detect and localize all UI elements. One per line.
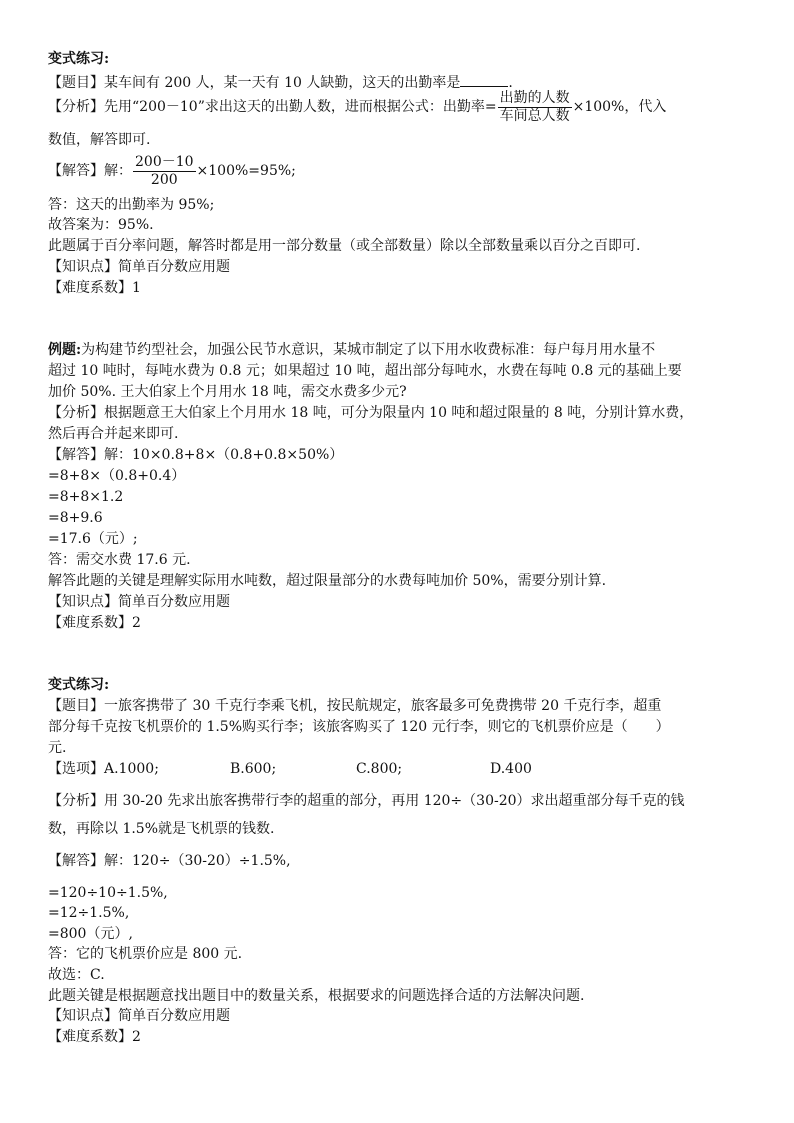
example-question-line [48,341,655,359]
analysis-line [48,89,666,125]
question-text: 部分每千克按飞机票价的 1.5%购买行李；该旅客购买了 120 元行李，则它的飞机票价应是（ [48,719,628,735]
difficulty: 【难度系数】2 [48,1029,141,1045]
question-line [48,718,670,736]
example-question-text: 为构建节约型社会，加强公民节水意识，某城市制定了以下用水收费标准：每户每月用水量不 [81,342,656,358]
final-answer-line: 故选：C. [48,967,105,983]
example-question-line: 超过 10 吨时，每吨水费为 0.8 元；如果超过 10 吨，超出部分每吨水，水费在每吨 0.8 元的基础上要 [48,363,682,379]
option-c: C.800; [356,761,403,777]
knowledge-point: 【知识点】简单百分数应用题 [48,594,230,610]
question-line: 元. [48,740,67,756]
solution-line: 【解答】解：120÷（30-20）÷1.5%, [48,853,291,869]
example-question-line: 加价 50%. 王大伯家上个月用水 18 吨，需交水费多少元? [48,384,407,400]
option-b: B.600; [230,761,277,777]
question-text: 【题目】某车间有 200 人，某一天有 10 人缺勤，这天的出勤率是 [48,75,461,91]
example-answer-line: 答：需交水费 17.6 元. [48,552,191,568]
fraction-denominator: 车间总人数 [499,107,570,124]
analysis-text-end: ×100%，代入 [572,99,667,115]
knowledge-point: 【知识点】简单百分数应用题 [48,1008,230,1024]
solution-line: =800（元）, [48,926,133,942]
fraction-denominator: 200 [150,171,178,188]
summary-line: 此题属于百分率问题，解答时都是用一部分数量（或全部数量）除以全部数量乘以百分之百即可. [48,238,641,254]
options-label: 【选项】 [48,761,104,777]
option-a: A.1000; [104,761,159,777]
fraction [133,154,196,189]
question-line: 【题目】一旅客携带了 30 千克行李乘飞机，按民航规定，旅客最多可免费携带 20 千克行李，超重 [48,698,662,714]
example-analysis-line: 【分析】根据题意王大伯家上个月用水 18 吨，可分为限量内 10 吨和超过限量的 8 吨，分别计算水费， [48,405,694,421]
difficulty: 【难度系数】1 [48,280,141,296]
question-end: . [508,75,513,91]
solution-text-end: ×100%=95%; [196,163,296,179]
example-solution-line: =17.6（元）; [48,531,138,547]
fraction-numerator: 200－10 [135,153,194,170]
question-paren-close: ） [655,719,670,735]
solution-label: 【解答】解： [48,163,132,179]
fraction-numerator: 出勤的人数 [499,89,570,106]
answer-blank [460,72,508,87]
example-analysis-line: 然后再合并起来即可. [48,426,179,442]
difficulty: 【难度系数】2 [48,615,141,631]
analysis-line: 【分析】用 30-20 先求出旅客携带行李的超重的部分，再用 120÷（30-20）求出超重部分每千克的钱 [48,793,685,809]
answer-line: 答：它的飞机票价应是 800 元. [48,946,243,962]
analysis-text: 【分析】先用“200－10”求出这天的出勤人数，进而根据公式：出勤率= [48,99,497,115]
example-summary-line: 解答此题的关键是理解实际用水吨数，超过限量部分的水费每吨加价 50%，需要分别计算. [48,573,607,589]
example-solution-line: =8+9.6 [48,510,103,526]
example-solution-line: =8+8×（0.8+0.4） [48,468,186,484]
knowledge-point: 【知识点】简单百分数应用题 [48,259,230,275]
solution-line: =120÷10÷1.5%, [48,885,168,901]
analysis-line-2: 数值，解答即可. [48,132,151,148]
option-d: D.400 [490,761,532,777]
section-heading: 变式练习: [48,677,110,693]
options-line [48,760,532,778]
example-title: 例题: [48,342,82,358]
fraction [498,90,572,125]
example-solution-line: 【解答】解：10×0.8+8×（0.8+0.8×50%） [48,447,344,463]
example-solution-line: =8+8×1.2 [48,489,124,505]
final-answer-line: 故答案为：95%. [48,217,154,233]
solution-line: =12÷1.5%, [48,905,130,921]
section-heading: 变式练习: [48,51,110,67]
answer-line: 答：这天的出勤率为 95%; [48,197,215,213]
solution-line [48,153,296,189]
analysis-line: 数，再除以 1.5%就是飞机票的钱数. [48,821,275,837]
summary-line: 此题关键是根据题意找出题目中的数量关系，根据要求的问题选择合适的方法解决问题. [48,988,585,1004]
